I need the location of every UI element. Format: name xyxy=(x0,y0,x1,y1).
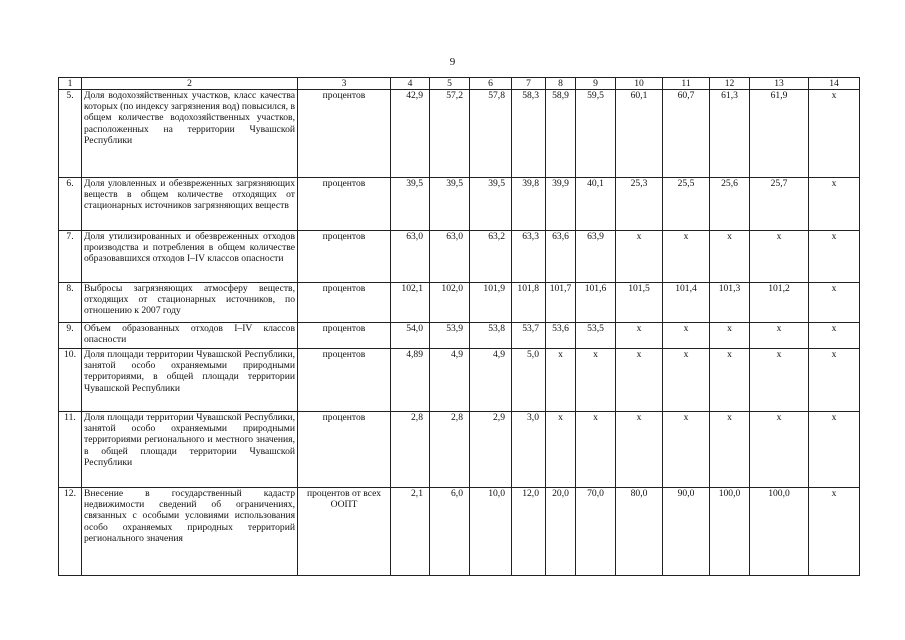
value-cell: 39,5 xyxy=(470,178,512,231)
value-cell: х xyxy=(663,412,710,488)
value-cell: 10,0 xyxy=(470,488,512,576)
value-cell: 60,7 xyxy=(663,90,710,178)
value-cell: 58,9 xyxy=(546,90,576,178)
value-cell: х xyxy=(576,412,616,488)
indicator-name-cell: Выбросы загрязняющих атмосферу веществ, отходящих от стационарных источников, по отношению к 2007 году xyxy=(82,283,298,323)
value-cell: х xyxy=(710,323,750,349)
unit-cell: процентов от всех ООПТ xyxy=(298,488,391,576)
row-number-cell: 5. xyxy=(59,90,82,178)
value-cell: 39,5 xyxy=(430,178,470,231)
value-cell: 12,0 xyxy=(512,488,546,576)
value-cell: 61,9 xyxy=(750,90,809,178)
value-cell: х xyxy=(616,323,663,349)
value-cell: 61,3 xyxy=(710,90,750,178)
value-cell: х xyxy=(576,349,616,412)
table-header-row xyxy=(59,78,860,90)
value-cell: х xyxy=(616,231,663,283)
header-cell: 7 xyxy=(512,78,546,90)
value-cell: 58,3 xyxy=(512,90,546,178)
value-cell: 100,0 xyxy=(710,488,750,576)
value-cell: 101,4 xyxy=(663,283,710,323)
value-cell: х xyxy=(809,488,860,576)
unit-cell: процентов xyxy=(298,349,391,412)
row-number-cell: 7. xyxy=(59,231,82,283)
unit-cell: процентов xyxy=(298,231,391,283)
table-row xyxy=(59,323,860,349)
value-cell: 101,5 xyxy=(616,283,663,323)
value-cell: 39,9 xyxy=(546,178,576,231)
value-cell: 25,6 xyxy=(710,178,750,231)
header-cell: 10 xyxy=(616,78,663,90)
header-cell: 14 xyxy=(809,78,860,90)
indicator-name-cell: Объем образованных отходов I–IV классов опасности xyxy=(82,323,298,349)
value-cell: 63,2 xyxy=(470,231,512,283)
table-row xyxy=(59,283,860,323)
row-number-cell: 6. xyxy=(59,178,82,231)
header-cell: 9 xyxy=(576,78,616,90)
row-number-cell: 12. xyxy=(59,488,82,576)
value-cell: 25,5 xyxy=(663,178,710,231)
value-cell: 63,0 xyxy=(430,231,470,283)
value-cell: 57,8 xyxy=(470,90,512,178)
value-cell: 4,9 xyxy=(430,349,470,412)
indicator-name-cell: Доля площади территории Чувашской Республики, занятой особо охраняемыми природными территориями, в общей площади территории Чувашской Республики xyxy=(82,349,298,412)
header-cell: 12 xyxy=(710,78,750,90)
table-row xyxy=(59,178,860,231)
unit-cell: процентов xyxy=(298,90,391,178)
unit-cell: процентов xyxy=(298,178,391,231)
value-cell: х xyxy=(750,412,809,488)
value-cell: х xyxy=(663,349,710,412)
table-row xyxy=(59,488,860,576)
value-cell: 63,9 xyxy=(576,231,616,283)
value-cell: 101,2 xyxy=(750,283,809,323)
table-row xyxy=(59,412,860,488)
value-cell: 2,9 xyxy=(470,412,512,488)
unit-cell: процентов xyxy=(298,283,391,323)
value-cell: 63,3 xyxy=(512,231,546,283)
header-cell: 2 xyxy=(82,78,298,90)
value-cell: 100,0 xyxy=(750,488,809,576)
value-cell: х xyxy=(809,412,860,488)
value-cell: 25,7 xyxy=(750,178,809,231)
value-cell: х xyxy=(809,323,860,349)
value-cell: 101,3 xyxy=(710,283,750,323)
value-cell: 53,9 xyxy=(430,323,470,349)
value-cell: 5,0 xyxy=(512,349,546,412)
value-cell: 53,7 xyxy=(512,323,546,349)
value-cell: х xyxy=(663,323,710,349)
value-cell: х xyxy=(616,349,663,412)
indicator-name-cell: Доля уловленных и обезвреженных загрязняющих веществ в общем количестве отходящих от стационарных источников загрязняющих веществ xyxy=(82,178,298,231)
value-cell: 25,3 xyxy=(616,178,663,231)
unit-cell: процентов xyxy=(298,323,391,349)
value-cell: 53,8 xyxy=(470,323,512,349)
table-row xyxy=(59,231,860,283)
header-cell: 6 xyxy=(470,78,512,90)
value-cell: 90,0 xyxy=(663,488,710,576)
value-cell: 101,8 xyxy=(512,283,546,323)
indicator-name-cell: Доля утилизированных и обезвреженных отходов производства и потребления в общем количестве образовавшихся отходов I–IV классов опасности xyxy=(82,231,298,283)
value-cell: 102,0 xyxy=(430,283,470,323)
row-number-cell: 11. xyxy=(59,412,82,488)
value-cell: 40,1 xyxy=(576,178,616,231)
value-cell: 39,8 xyxy=(512,178,546,231)
value-cell: 53,6 xyxy=(546,323,576,349)
value-cell: 80,0 xyxy=(616,488,663,576)
header-cell: 5 xyxy=(430,78,470,90)
value-cell: 2,8 xyxy=(391,412,430,488)
header-cell: 3 xyxy=(298,78,391,90)
value-cell: 101,7 xyxy=(546,283,576,323)
header-cell: 13 xyxy=(750,78,809,90)
value-cell: 20,0 xyxy=(546,488,576,576)
header-cell: 4 xyxy=(391,78,430,90)
value-cell: х xyxy=(710,349,750,412)
row-number-cell: 10. xyxy=(59,349,82,412)
value-cell: 63,6 xyxy=(546,231,576,283)
value-cell: 101,9 xyxy=(470,283,512,323)
header-cell: 11 xyxy=(663,78,710,90)
value-cell: 39,5 xyxy=(391,178,430,231)
value-cell: х xyxy=(750,349,809,412)
value-cell: х xyxy=(809,283,860,323)
indicator-name-cell: Доля водохозяйственных участков, класс качества которых (по индексу загрязнения вод) повысился, в общем количестве водохозяйственных участков, расположенных на территории Чувашской Республики xyxy=(82,90,298,178)
value-cell: 42,9 xyxy=(391,90,430,178)
value-cell: х xyxy=(809,178,860,231)
page-number: 9 xyxy=(449,56,456,68)
value-cell: 70,0 xyxy=(576,488,616,576)
value-cell: 4,9 xyxy=(470,349,512,412)
value-cell: х xyxy=(616,412,663,488)
table-row xyxy=(59,90,860,178)
indicator-name-cell: Доля площади территории Чувашской Республики, занятой особо охраняемыми природными территориями регионального и местного значения, в общей площади территории Чувашской Республики xyxy=(82,412,298,488)
value-cell: 102,1 xyxy=(391,283,430,323)
indicators-table xyxy=(58,77,860,576)
value-cell: х xyxy=(809,349,860,412)
value-cell: 57,2 xyxy=(430,90,470,178)
header-cell: 8 xyxy=(546,78,576,90)
value-cell: 6,0 xyxy=(430,488,470,576)
value-cell: 59,5 xyxy=(576,90,616,178)
row-number-cell: 8. xyxy=(59,283,82,323)
header-cell: 1 xyxy=(59,78,82,90)
unit-cell: процентов xyxy=(298,412,391,488)
value-cell: х xyxy=(546,349,576,412)
value-cell: 53,5 xyxy=(576,323,616,349)
value-cell: 101,6 xyxy=(576,283,616,323)
value-cell: 60,1 xyxy=(616,90,663,178)
indicator-name-cell: Внесение в государственный кадастр недвижимости сведений об ограничениях, связанных с особыми условиями использования особо охраняемых природных территорий регионального значения xyxy=(82,488,298,576)
table-row xyxy=(59,349,860,412)
value-cell: 2,8 xyxy=(430,412,470,488)
value-cell: х xyxy=(750,323,809,349)
value-cell: х xyxy=(710,231,750,283)
value-cell: х xyxy=(809,90,860,178)
value-cell: х xyxy=(809,231,860,283)
value-cell: 3,0 xyxy=(512,412,546,488)
row-number-cell: 9. xyxy=(59,323,82,349)
value-cell: 63,0 xyxy=(391,231,430,283)
value-cell: 4,89 xyxy=(391,349,430,412)
value-cell: х xyxy=(546,412,576,488)
value-cell: х xyxy=(750,231,809,283)
value-cell: 2,1 xyxy=(391,488,430,576)
value-cell: х xyxy=(710,412,750,488)
value-cell: 54,0 xyxy=(391,323,430,349)
value-cell: х xyxy=(663,231,710,283)
